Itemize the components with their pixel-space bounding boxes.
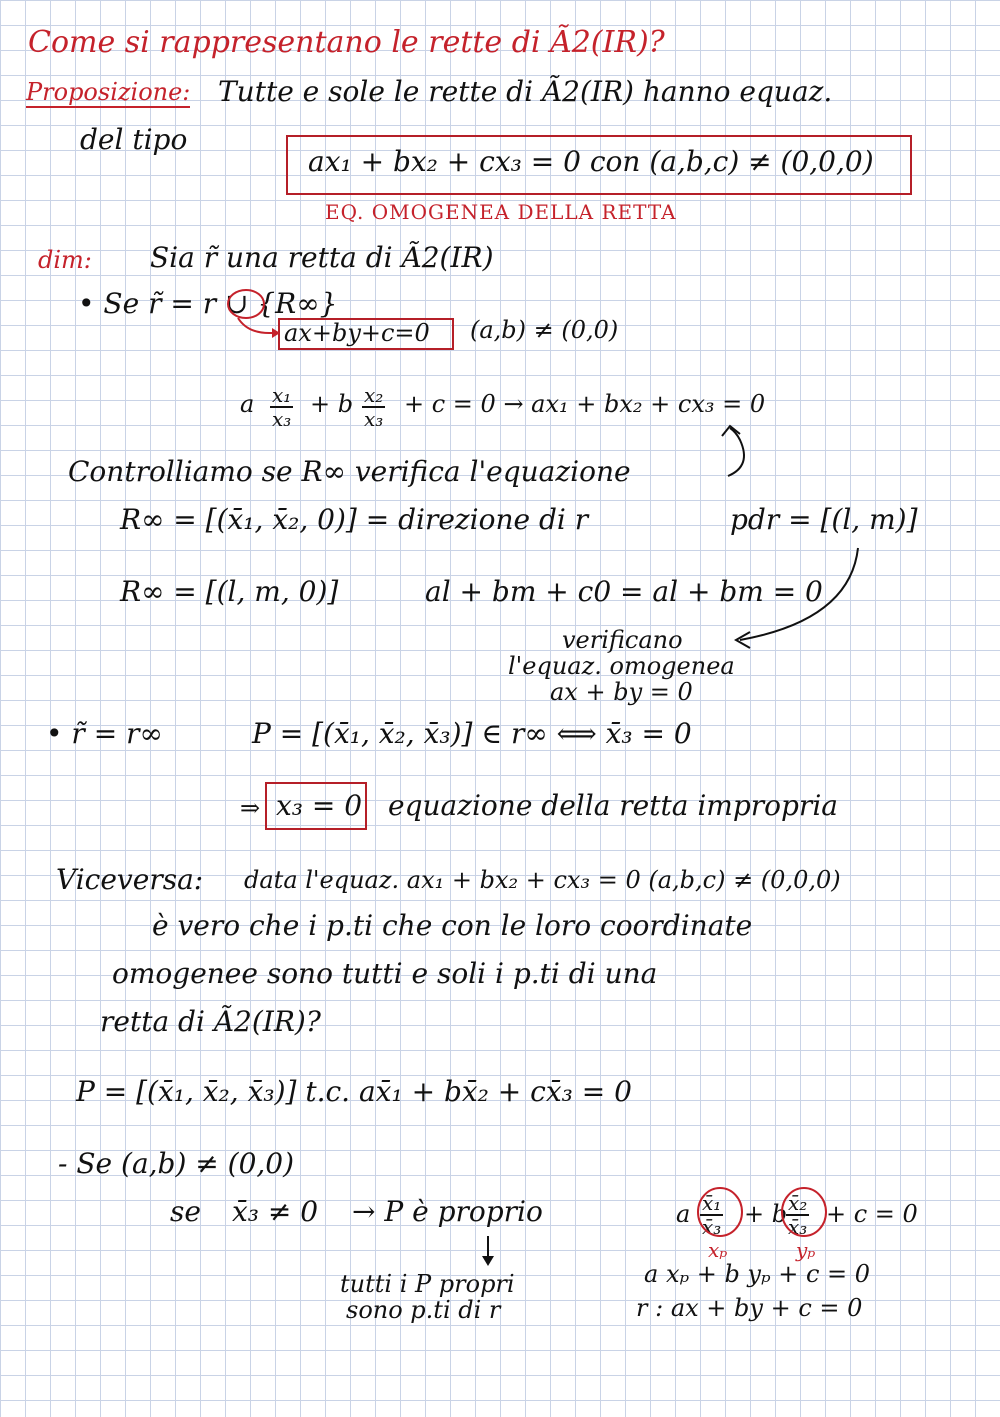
converse-eq-a: a <box>676 1200 691 1228</box>
verify-equation: al + bm + c0 = al + bm = 0 <box>425 575 823 608</box>
case2-description: equazione della retta impropria <box>388 789 838 822</box>
converse-line-2: è vero che i p.ti che con le loro coordinate <box>152 909 753 942</box>
case2-heading: • r̃ = r∞ <box>46 717 163 750</box>
note-omogenea: l'equaz. omogenea <box>508 652 735 680</box>
page-heading: Come si rappresentano le rette di Ã2(IR)? <box>28 25 665 60</box>
rinf-definition: R∞ = [(x̄₁, x̄₂, 0)] = direzione di r <box>120 503 589 536</box>
equation-caption: EQ. OMOGENEA DELLA RETTA <box>325 200 677 224</box>
fraction-numerator: x₁ <box>272 383 292 407</box>
rinf-lm: R∞ = [(l, m, 0)] <box>120 575 339 608</box>
fraction-denominator: x₃ <box>272 407 292 431</box>
implies-proper: → P è proprio <box>352 1195 543 1228</box>
x3-condition: x̄₃ ≠ 0 <box>232 1195 319 1228</box>
direction-vector: pdr = [(l, m)] <box>730 503 918 536</box>
circle-mark <box>782 1188 826 1239</box>
yp-label: yₚ <box>796 1238 816 1262</box>
case1-heading: • Se r̃ = r ∪ {R∞} <box>78 287 338 320</box>
fraction-denominator: x̄₃ <box>702 1215 722 1239</box>
eq-right: + c = 0 → ax₁ + bx₂ + cx₃ = 0 <box>404 390 766 418</box>
proposition-text: Tutte e sole le rette di Ã2(IR) hanno equaz. <box>218 75 833 108</box>
red-arrow <box>238 318 272 333</box>
final-equation-2: r : ax + by + c = 0 <box>636 1294 863 1322</box>
proof-label: dim: <box>38 246 92 274</box>
converse-line-4: retta di Ã2(IR)? <box>100 1005 321 1038</box>
converse-eq-c: + c = 0 <box>826 1200 918 1228</box>
converse-eq-b: + b <box>744 1200 788 1228</box>
converse-label: Viceversa: <box>56 863 204 896</box>
fraction-denominator: x̄₃ <box>788 1215 808 1239</box>
fraction-numerator: x̄₂ <box>788 1191 808 1215</box>
converse-point: P = [(x̄₁, x̄₂, x̄₃)] t.c. ax̄₁ + bx̄₂ + cx̄₃ = 0 <box>76 1075 632 1108</box>
converse-line-3: omogenee sono tutti e soli i p.ti di una <box>112 957 658 990</box>
note-equation: ax + by = 0 <box>550 678 693 706</box>
red-arrowhead <box>272 328 280 338</box>
case2-implies: ⇒ <box>240 794 261 822</box>
case2-point: P = [(x̄₁, x̄₂, x̄₃)] ∈ r∞ ⟺ x̄₃ = 0 <box>252 717 692 750</box>
eq-left-a: a <box>240 390 255 418</box>
curved-arrow <box>740 548 858 640</box>
circle-mark <box>228 290 264 318</box>
case1-boxed-equation: ax+by+c=0 <box>284 319 430 347</box>
final-equation-1: a xₚ + b yₚ + c = 0 <box>644 1260 871 1288</box>
curved-arrow <box>728 428 744 476</box>
converse-line-1: data l'equaz. ax₁ + bx₂ + cx₃ = 0 (a,b,c) ≠ (0,0,0) <box>244 866 841 894</box>
proof-intro: Sia r̃ una retta di Ã2(IR) <box>150 241 494 274</box>
conclusion-line-2: sono p.ti di r <box>346 1296 501 1324</box>
boxed-equation: ax₁ + bx₂ + cx₃ = 0 con (a,b,c) ≠ (0,0,0) <box>308 145 874 178</box>
fraction-numerator: x̄₁ <box>702 1191 722 1215</box>
proposition-text-2: del tipo <box>80 123 188 156</box>
xp-label: xₚ <box>708 1238 728 1262</box>
down-arrowhead <box>482 1256 494 1266</box>
se-label: se <box>170 1195 201 1228</box>
case1-condition: (a,b) ≠ (0,0) <box>470 316 619 344</box>
conclusion-line-1: tutti i P propri <box>340 1270 515 1298</box>
subcase-heading: - Se (a,b) ≠ (0,0) <box>58 1147 295 1180</box>
check-text: Controlliamo se R∞ verifica l'equazione <box>68 455 631 488</box>
note-verificano: verificano <box>562 626 683 654</box>
fraction-denominator: x₃ <box>364 407 384 431</box>
case2-boxed-equation: x₃ = 0 <box>276 789 363 822</box>
circle-mark <box>698 1188 742 1239</box>
eq-mid-b: + b <box>310 390 354 418</box>
fraction-numerator: x₂ <box>364 383 384 407</box>
proposition-label: Proposizione: <box>26 78 191 106</box>
